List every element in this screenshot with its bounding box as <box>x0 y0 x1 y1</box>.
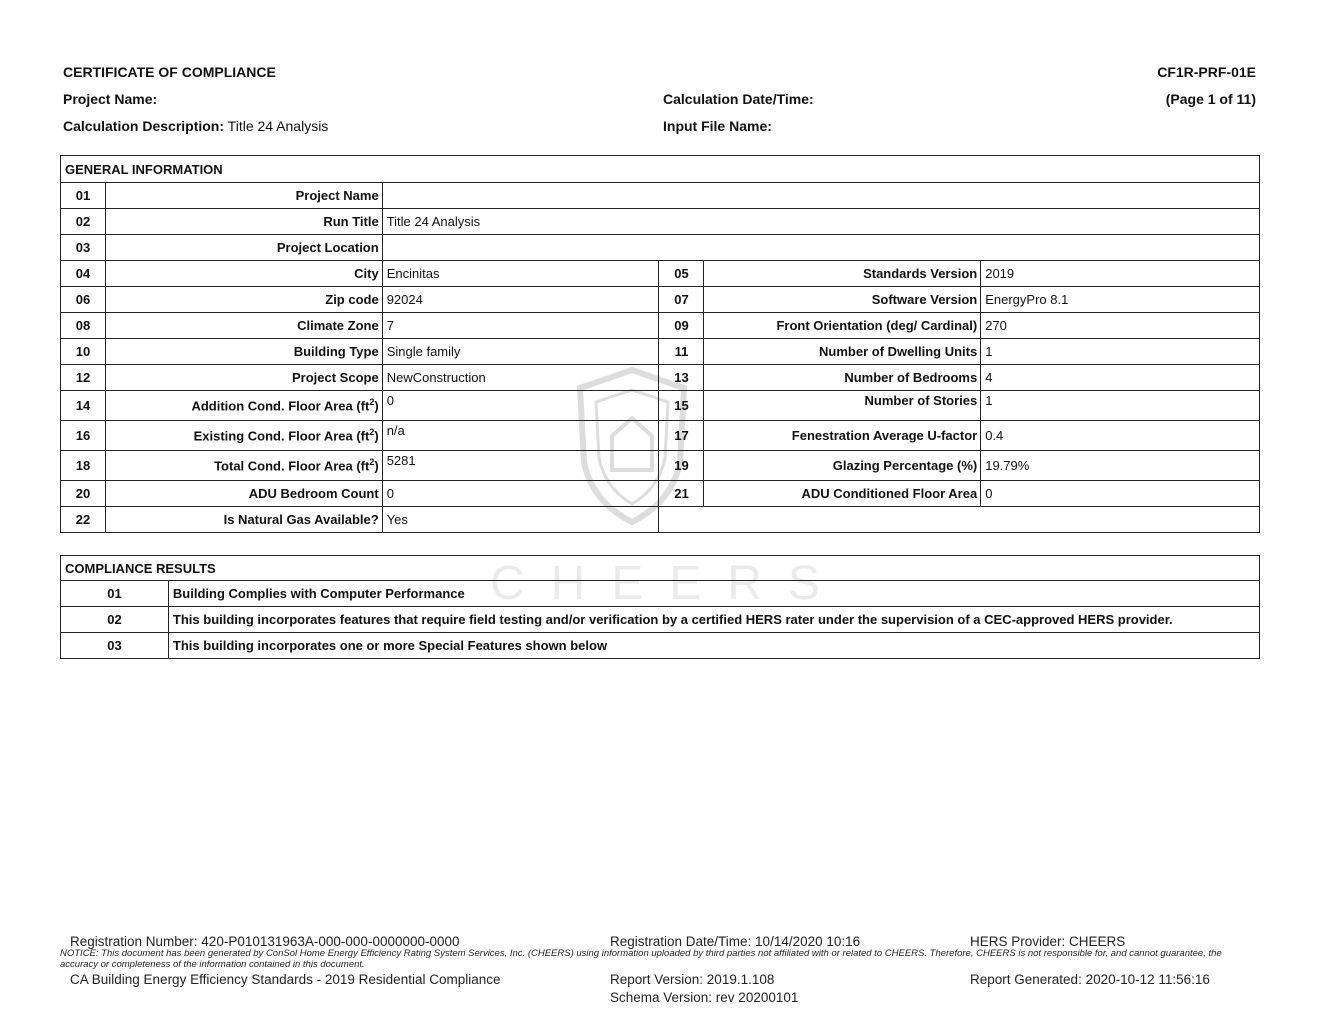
cheers-notice: NOTICE: This document has been generated by ConSol Home Energy Efficiency Rating System Services, Inc. (CHEERS) using information uploaded by third parties not affiliated with or related to CHEERS. Therefore, CHEERS is not responsible for, and cannot guarantee, the accuracy or completeness of the information contained in this document. <box>60 948 1222 970</box>
field-value: 19.79% <box>981 451 1260 481</box>
row-number: 08 <box>61 313 106 339</box>
table-row <box>61 607 1260 633</box>
field-value: 0.4 <box>981 421 1260 451</box>
table-row <box>61 235 1260 261</box>
table-row <box>61 581 1260 607</box>
field-label: Standards Version <box>704 261 981 287</box>
general-information-title: GENERAL INFORMATION <box>61 156 1260 183</box>
table-row <box>61 633 1260 659</box>
row-number: 19 <box>659 451 704 481</box>
calc-desc-value: Title 24 Analysis <box>227 118 329 134</box>
compliance-result-text: This building incorporates features that require field testing and/or verification by a certified HERS rater under the supervision of a CEC-approved HERS provider. <box>168 607 1259 633</box>
compliance-result-text: Building Complies with Computer Performance <box>168 581 1259 607</box>
field-label: Building Type <box>105 339 382 365</box>
certificate-title: CERTIFICATE OF COMPLIANCE <box>63 64 276 80</box>
run-title-value: Title 24 Analysis <box>382 209 1259 235</box>
row-number: 01 <box>61 581 169 607</box>
field-label: Number of Bedrooms <box>704 365 981 391</box>
field-value: EnergyPro 8.1 <box>981 287 1260 313</box>
field-label: Fenestration Average U-factor <box>704 421 981 451</box>
project-location-value <box>382 235 1259 261</box>
compliance-result-text: This building incorporates one or more Special Features shown below <box>168 633 1259 659</box>
field-value: Yes <box>382 507 659 533</box>
table-row <box>61 507 1260 533</box>
field-label: Climate Zone <box>105 313 382 339</box>
row-number: 20 <box>61 481 106 507</box>
field-value: 92024 <box>382 287 659 313</box>
schema-version: Schema Version: rev 20200101 <box>610 990 799 1005</box>
table-row <box>61 339 1260 365</box>
field-value: 0 <box>382 391 659 421</box>
compliance-results-table <box>60 555 1260 659</box>
field-label: Project Location <box>105 235 382 261</box>
field-label: City <box>105 261 382 287</box>
table-row <box>61 421 1260 451</box>
project-name-value <box>382 183 1259 209</box>
row-number: 01 <box>61 183 106 209</box>
row-number: 07 <box>659 287 704 313</box>
table-row <box>61 481 1260 507</box>
field-value: 4 <box>981 365 1260 391</box>
field-label: Zip code <box>105 287 382 313</box>
table-row <box>61 391 1260 421</box>
field-label: Glazing Percentage (%) <box>704 451 981 481</box>
general-information-table <box>60 155 1260 533</box>
row-number: 09 <box>659 313 704 339</box>
field-label: Addition Cond. Floor Area $(ft^2)$ <box>105 391 382 421</box>
row-number: 21 <box>659 481 704 507</box>
field-value: 7 <box>382 313 659 339</box>
field-label: Front Orientation (deg/ Cardinal) <box>704 313 981 339</box>
field-value: 0 <box>981 481 1260 507</box>
standards-title: CA Building Energy Efficiency Standards - 2019 Residential Compliance <box>70 972 501 987</box>
row-number: 10 <box>61 339 106 365</box>
field-label: Project Scope <box>105 365 382 391</box>
row-number: 18 <box>61 451 106 481</box>
field-value: Encinitas <box>382 261 659 287</box>
row-number: 22 <box>61 507 106 533</box>
table-row <box>61 365 1260 391</box>
field-value: Single family <box>382 339 659 365</box>
row-number: 04 <box>61 261 106 287</box>
row-number: 05 <box>659 261 704 287</box>
project-name-label: Project Name: <box>63 91 158 107</box>
field-label: Run Title <box>105 209 382 235</box>
field-label: Software Version <box>704 287 981 313</box>
field-label: ADU Bedroom Count <box>105 481 382 507</box>
table-row <box>61 183 1260 209</box>
field-value: 1 <box>981 391 1260 421</box>
table-row <box>61 209 1260 235</box>
field-value: 5281 <box>382 451 659 481</box>
table-row <box>61 313 1260 339</box>
hers-provider: HERS Provider: CHEERS <box>970 934 1126 949</box>
field-label: Existing Cond. Floor Area $(ft^2)$ <box>105 421 382 451</box>
field-label: Number of Stories <box>704 391 981 421</box>
row-number: 06 <box>61 287 106 313</box>
report-generated: Report Generated: 2020-10-12 11:56:16 <box>970 972 1210 987</box>
form-id: CF1R-PRF-01E <box>1157 64 1256 80</box>
row-number: 03 <box>61 235 106 261</box>
field-label: Project Name <box>105 183 382 209</box>
compliance-results-title: COMPLIANCE RESULTS <box>61 556 1260 581</box>
table-row <box>61 261 1260 287</box>
field-label: Total Cond. Floor Area $(ft^2)$ <box>105 451 382 481</box>
row-number: 12 <box>61 365 106 391</box>
field-value: NewConstruction <box>382 365 659 391</box>
table-row <box>61 451 1260 481</box>
cheers-watermark: CHEERS <box>490 557 847 610</box>
registration-date: Registration Date/Time: 10/14/2020 10:16 <box>610 934 861 949</box>
row-number: 16 <box>61 421 106 451</box>
calc-date-label: Calculation Date/Time: <box>663 91 814 107</box>
field-value: 2019 <box>981 261 1260 287</box>
field-label: ADU Conditioned Floor Area <box>704 481 981 507</box>
field-value: 0 <box>382 481 659 507</box>
row-number: 17 <box>659 421 704 451</box>
field-value: 270 <box>981 313 1260 339</box>
page-indicator: (Page 1 of 11) <box>1165 91 1256 107</box>
row-number: 03 <box>61 633 169 659</box>
field-label: Is Natural Gas Available? <box>105 507 382 533</box>
row-number: 15 <box>659 391 704 421</box>
report-version: Report Version: 2019.1.108 <box>610 972 775 987</box>
calc-description <box>63 118 328 134</box>
row-number: 02 <box>61 607 169 633</box>
input-file-label: Input File Name: <box>663 118 772 134</box>
empty-cell <box>659 507 1260 533</box>
registration-number: Registration Number: 420-P010131963A-000-000-0000000-0000 <box>70 934 460 949</box>
row-number: 13 <box>659 365 704 391</box>
row-number: 11 <box>659 339 704 365</box>
field-value: n/a <box>382 421 659 451</box>
calc-desc-label: Calculation Description: <box>63 118 225 134</box>
field-value: 1 <box>981 339 1260 365</box>
row-number: 02 <box>61 209 106 235</box>
field-label: Number of Dwelling Units <box>704 339 981 365</box>
row-number: 14 <box>61 391 106 421</box>
table-row <box>61 287 1260 313</box>
